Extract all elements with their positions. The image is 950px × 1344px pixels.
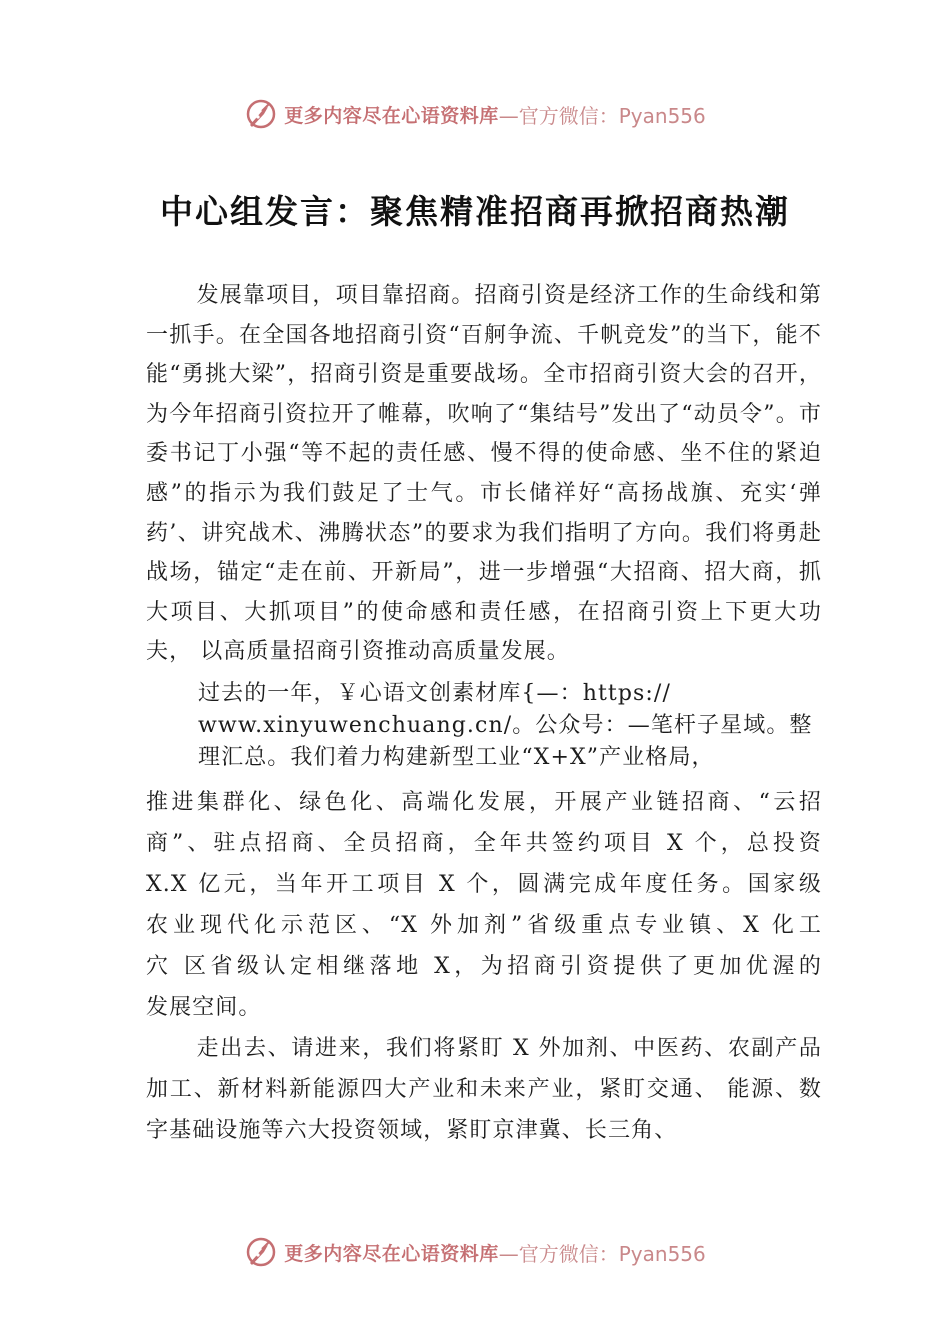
watermark-contact-text: —官方微信：Pyan556 (498, 103, 706, 128)
watermark-brand-text: 更多内容尽在心语资料库 (284, 104, 499, 127)
paragraph-2-line: www.xinyuwenchuang.cn/。公众号：—笔杆子星域。整 (198, 712, 813, 738)
paragraph-1: 发展靠项目，项目靠招商。招商引资是经济工作的生命线和第一抓手。在全国各地招商引资“百舸争流、千帆竞发”的当下，能不能“勇挑大梁”，招商引资是重要战场。全市招商引资大会的召开，为今年招商引资拉开了帷幕，吹响了“集结号”发出了“动员令”。市委书记丁小强“等不起的责任感、慢不得的使命感、坐不住的紧迫感”的指示为我们鼓足了士气。市长储祥好“高扬战旗、充实‘弹药’、讲究战术、沸腾状态”的要求为我们指明了方向。我们将勇赴战场，锚定“走在前、开新局”，进一步增强“大招商、招大商，抓大项目、大抓项目”的使命感和责任感，在招商引资上下更大功夫， 以高质量招商引资推动高质量发展。 (146, 283, 822, 665)
paragraph-2-line: 农业现代化示范区、“X 外加剂”省级重点专业镇、X 化工 (146, 912, 822, 938)
watermark-banner-top (0, 94, 950, 134)
paragraph-2-line: ⽳ 区省级认定相继落地 X，为招商引资提供了更加优渥的 (146, 953, 822, 979)
paragraph-2-line: 理汇总。我们着力构建新型工业“X+X”产业格局， (198, 744, 715, 770)
paragraph-2 (146, 678, 822, 1028)
pen-nib-logo-icon (244, 97, 278, 131)
paragraph-2-line: X.X 亿元，当年开工项目 X 个，圆满完成年度任务。国家级 (146, 871, 822, 897)
watermark-contact-text: —官方微信：Pyan556 (498, 1241, 706, 1266)
pen-nib-logo-icon (244, 1235, 278, 1269)
watermark-banner-bottom (0, 1232, 950, 1272)
paragraph-2-line: 过去的一年，￥心语文创素材库{—：https:// (198, 680, 671, 706)
paragraph-2-line: 商”、驻点招商、全员招商，全年共签约项目 X 个，总投资 (146, 830, 822, 856)
document-body (146, 276, 822, 1151)
watermark-brand-text: 更多内容尽在心语资料库 (284, 1242, 499, 1265)
paragraph-2-line: 推进集群化、绿色化、高端化发展，开展产业链招商、“云招 (146, 789, 822, 815)
paragraph-3: 走出去、请进来，我们将紧盯 X 外加剂、中医药、农副产品加工、新材料新能源四大产业和未来产业，紧盯交通、 能源、数字基础设施等六大投资领域，紧盯京津冀、长三角、 (146, 1035, 822, 1143)
paragraph-2-line: 发展空间。 (146, 994, 262, 1020)
document-title: 中心组发言：聚焦精准招商再掀招商热潮 (160, 192, 790, 231)
